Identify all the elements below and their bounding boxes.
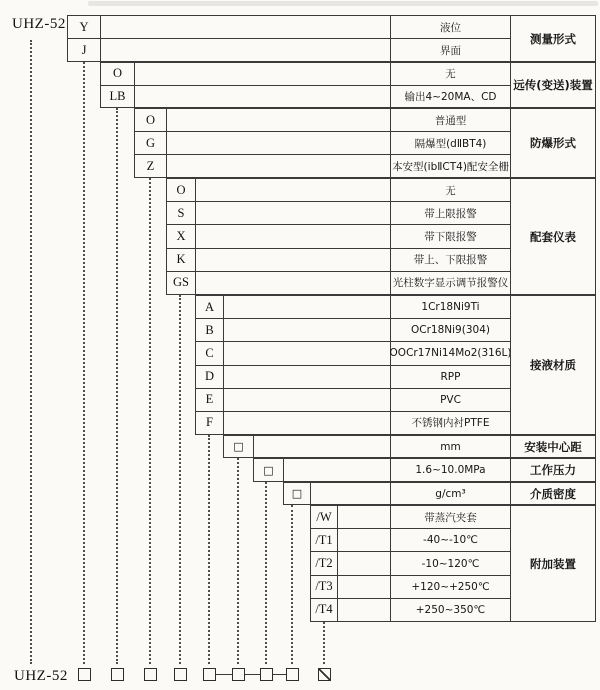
filler-cell [135,86,390,108]
code-cell: /T1 [311,529,338,551]
desc-cell: OCr18Ni9(304) [390,319,510,341]
desc-cell: 带上限报警 [390,202,510,224]
desc-cell: 带上、下限报警 [390,249,510,271]
desc-cell: 液位 [390,16,510,38]
filler-cell [284,459,390,481]
group-rows [284,483,510,504]
filler-cell [224,296,390,318]
group-rows [196,296,510,434]
desc-cell: 界面 [390,39,510,61]
desc-cell: 输出4~20MA、CD [390,86,510,108]
blank-box-icon [260,668,273,681]
group-additional-device [310,505,596,622]
code-cell: A [196,296,224,318]
desc-cell: 普通型 [390,109,510,131]
filler-cell [196,272,390,294]
code-cell: B [196,319,224,341]
box-connector-line [216,674,232,675]
desc-cell: 不锈钢内衬PTFE [390,412,510,434]
desc-cell: 无 [390,179,510,201]
filler-cell [338,552,390,574]
filler-cell [101,16,390,38]
table-row [196,319,510,342]
code-cell: O [135,109,167,131]
leader-line-group2 [116,108,118,664]
blank-box-icon [232,668,245,681]
filler-cell [338,529,390,551]
group-rows [224,436,510,457]
table-row [196,412,510,434]
blank-box-icon [144,668,157,681]
leader-line-group1 [83,62,85,664]
category-cell: 配套仪表 [510,179,595,294]
leader-line-model [30,40,32,664]
table-row [311,599,510,621]
code-cell: X [167,225,196,247]
filler-cell [196,179,390,201]
blank-box-icon [111,668,124,681]
leader-line-group3 [149,178,151,664]
group-matching-instrument [166,178,596,295]
code-cell: C [196,342,224,364]
table-row [196,389,510,412]
model-label-top: UHZ-52 [12,16,66,32]
leader-line-group5 [208,435,210,664]
desc-cell: 本安型(ibⅡCT4)配安全栅 [390,155,510,177]
desc-cell: g/cm³ [390,483,510,504]
code-cell: F [196,412,224,434]
desc-cell: -10~120℃ [390,552,510,574]
desc-cell: mm [390,436,510,457]
slashed-box-icon [318,668,331,681]
group-remote-transmitter [100,62,596,108]
code-cell: Z [135,155,167,177]
category-cell: 工作压力 [510,459,595,481]
code-cell: GS [167,272,196,294]
desc-cell: 带下限报警 [390,225,510,247]
leader-line-group6 [237,458,239,664]
table-row [68,16,510,39]
table-row [196,342,510,365]
leader-line-group9 [323,622,325,664]
desc-cell: PVC [390,389,510,411]
table-row [196,296,510,319]
desc-cell: +120~+250℃ [390,576,510,598]
category-cell: 介质密度 [510,483,595,504]
group-rows [254,459,510,481]
table-row [254,459,510,481]
blank-box-icon [174,668,187,681]
table-row [135,155,510,177]
table-row [167,202,510,225]
code-cell-blank-box: □ [224,436,254,457]
filler-cell [196,202,390,224]
table-row [311,529,510,552]
group-measurement-type [67,15,596,62]
blank-box-icon [78,668,91,681]
filler-cell [311,483,390,504]
group-rows [101,63,510,107]
table-row [224,436,510,457]
code-cell-blank-box: □ [254,459,284,481]
category-cell: 附加装置 [510,506,595,621]
filler-cell [224,389,390,411]
scan-artifact [88,1,598,6]
group-working-pressure [253,458,596,482]
table-row [101,86,510,108]
table-row [311,552,510,575]
filler-cell [167,155,390,177]
box-connector-line [273,674,286,675]
category-cell: 防爆形式 [510,109,595,177]
group-rows [167,179,510,294]
code-cell: O [101,63,135,85]
code-cell: J [68,39,101,61]
desc-cell: 光柱数字显示调节报警仪 [390,272,510,294]
code-cell: /W [311,506,338,528]
code-cell: G [135,132,167,154]
table-row [167,179,510,202]
code-cell: /T4 [311,599,338,621]
table-row [196,366,510,389]
table-row [68,39,510,61]
filler-cell [196,225,390,247]
model-label-bottom: UHZ-52 [14,668,68,684]
category-cell: 接液材质 [510,296,595,434]
desc-cell: 隔爆型(dⅡBT4) [390,132,510,154]
box-connector-line [245,674,260,675]
table-row [167,272,510,294]
group-wetted-material [195,295,596,435]
category-cell: 测量形式 [510,16,595,61]
filler-cell [167,109,390,131]
leader-line-group7 [265,482,267,664]
desc-cell: 无 [390,63,510,85]
group-rows [68,16,510,61]
leader-line-group8 [291,505,293,664]
table-row [135,109,510,132]
filler-cell [196,249,390,271]
filler-cell [224,342,390,364]
code-cell: Y [68,16,101,38]
filler-cell [338,576,390,598]
filler-cell [338,506,390,528]
group-explosion-proof-type [134,108,596,178]
filler-cell [338,599,390,621]
desc-cell: 带蒸汽夹套 [390,506,510,528]
code-cell: LB [101,86,135,108]
desc-cell: -40~-10℃ [390,529,510,551]
category-cell: 安装中心距 [510,436,595,457]
code-cell: /T2 [311,552,338,574]
table-row [135,132,510,155]
table-row [167,249,510,272]
blank-box-icon [203,668,216,681]
table-row [284,483,510,504]
filler-cell [224,319,390,341]
desc-cell: +250~350℃ [390,599,510,621]
code-cell: /T3 [311,576,338,598]
filler-cell [254,436,390,457]
filler-cell [167,132,390,154]
group-center-distance [223,435,596,458]
table-row [101,63,510,86]
filler-cell [135,63,390,85]
code-cell: K [167,249,196,271]
category-cell: 远传(变送)装置 [510,63,595,107]
code-cell: E [196,389,224,411]
group-rows [311,506,510,621]
table-row [311,506,510,529]
group-medium-density [283,482,596,505]
code-cell-blank-box: □ [284,483,311,504]
desc-cell: RPP [390,366,510,388]
code-cell: S [167,202,196,224]
filler-cell [224,412,390,434]
leader-line-group4 [179,295,181,664]
code-cell: D [196,366,224,388]
filler-cell [101,39,390,61]
table-row [167,225,510,248]
blank-box-icon [286,668,299,681]
table-row [311,576,510,599]
code-cell: O [167,179,196,201]
filler-cell [224,366,390,388]
desc-cell: OOCr17Ni14Mo2(316L) [390,342,510,364]
desc-cell: 1Cr18Ni9Ti [390,296,510,318]
desc-cell: 1.6~10.0MPa [390,459,510,481]
group-rows [135,109,510,177]
